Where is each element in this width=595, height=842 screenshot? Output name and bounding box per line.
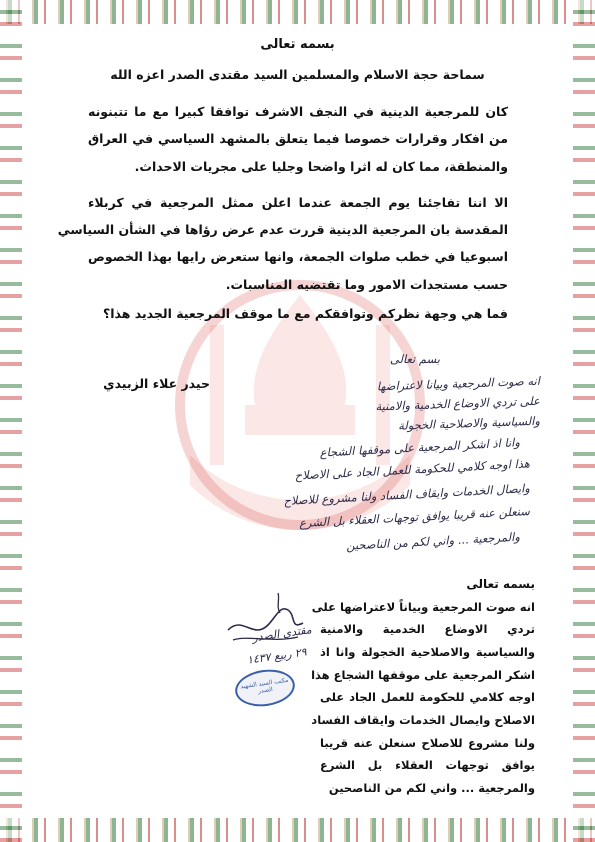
letter-basmala: بسمه تعالى: [260, 37, 335, 52]
typed-reply-line: يوافق توجهات العقلاء بل الشرع: [320, 758, 535, 772]
typed-reply-line: اوجه كلامي للحكومة للعمل الجاد على: [320, 690, 535, 704]
sender-name: حيدر علاء الزبيدي: [103, 376, 210, 391]
typed-reply-line: ولنا مشروع للاصلاح سنعلن عنه قريبا: [320, 736, 535, 750]
decorative-border-right: [573, 0, 595, 842]
handwritten-line: انه صوت المرجعية وبيانا لاعتراضها: [376, 373, 541, 394]
letter-addressee: سماحة حجة الاسلام والمسلمين السيد مقتدى الصدر اعزه الله: [110, 67, 485, 82]
decorative-border-left: [0, 0, 22, 842]
typed-reply-line: الاصلاح وايصال الخدمات وايقاف الفساد: [311, 713, 535, 727]
paragraph1-line: من افكار وقرارات خصوصا فيما يتعلق بالمشهد السياسي في العراق: [88, 131, 508, 146]
paragraph2-line: حسب مستجدات الامور وما تقتضيه المناسبات.: [225, 277, 508, 292]
handwritten-line: والسياسية والاصلاحية الخجولة: [397, 413, 541, 433]
typed-reply-line: تردي الاوضاع الخدمية والامنية: [320, 622, 535, 636]
handwritten-line: وانا اذ اشكر المرجعية على موقفها الشجاع: [319, 435, 521, 460]
seal-text: مكتب السيد الشهيد الصدر: [239, 677, 289, 695]
handwritten-line: هذا اوجه كلامي للحكومة للعمل الجاد على الاصلاح: [294, 456, 531, 483]
decorative-border-bottom: [0, 818, 595, 842]
paragraph1-line: والمنطقة، مما كان له اثرا واضحا وجليا على مجريات الاحداث.: [134, 159, 508, 174]
typed-reply-line: انه صوت المرجعية وبياناً لاعتراضها على: [311, 600, 535, 614]
letter-question: فما هي وجهة نظركم وتوافقكم مع ما موقف المرجعية الجديد هذا؟: [102, 306, 508, 321]
paragraph1-line: كان للمرجعية الدينية في النجف الاشرف توافقا كبيرا مع ما تتبنونه: [88, 104, 508, 119]
handwritten-line: على تردي الاوضاع الخدمية والامنية: [375, 393, 541, 414]
paragraph2-line: المقدسة بان المرجعية الدينية قررت عدم عرض رؤاها في الشأن السياسي: [57, 222, 508, 237]
handwritten-line: سنعلن عنه قريبا يوافق توجهات العقلاء بل الشرع: [298, 503, 531, 531]
handwritten-line: وايصال الخدمات وايقاف الفساد ولنا مشروع للاصلاح: [283, 481, 531, 508]
handwritten-basmala: بسم تعالى: [389, 352, 440, 366]
reply-date: ٢٩ ربيع ١٤٣٧: [246, 645, 308, 667]
typed-basmala: بسمه تعالى: [466, 577, 535, 591]
handwritten-line: والمرجعية ... واني لكم من الناصحين: [345, 529, 521, 553]
paragraph2-line: الا اننا تفاجئنا يوم الجمعة عندما اعلن ممثل المرجعية في كربلاء: [88, 195, 508, 210]
official-seal-icon: [233, 666, 297, 710]
signature-name: مقتدى الصدر: [251, 623, 313, 645]
paragraph2-line: اسبوعيا في خطب صلوات الجمعة، وانها ستعرض رايها بهذا الخصوص: [88, 249, 508, 264]
typed-reply-line: والسياسية والاصلاحية الخجولة وانا اذ: [320, 645, 535, 659]
decorative-border-top: [0, 0, 595, 24]
typed-reply-line: اشكر المرجعية على موقفها الشجاع هذا: [311, 668, 535, 682]
typed-reply-line: والمرجعية ... واني لكم من الناصحين: [328, 781, 535, 795]
